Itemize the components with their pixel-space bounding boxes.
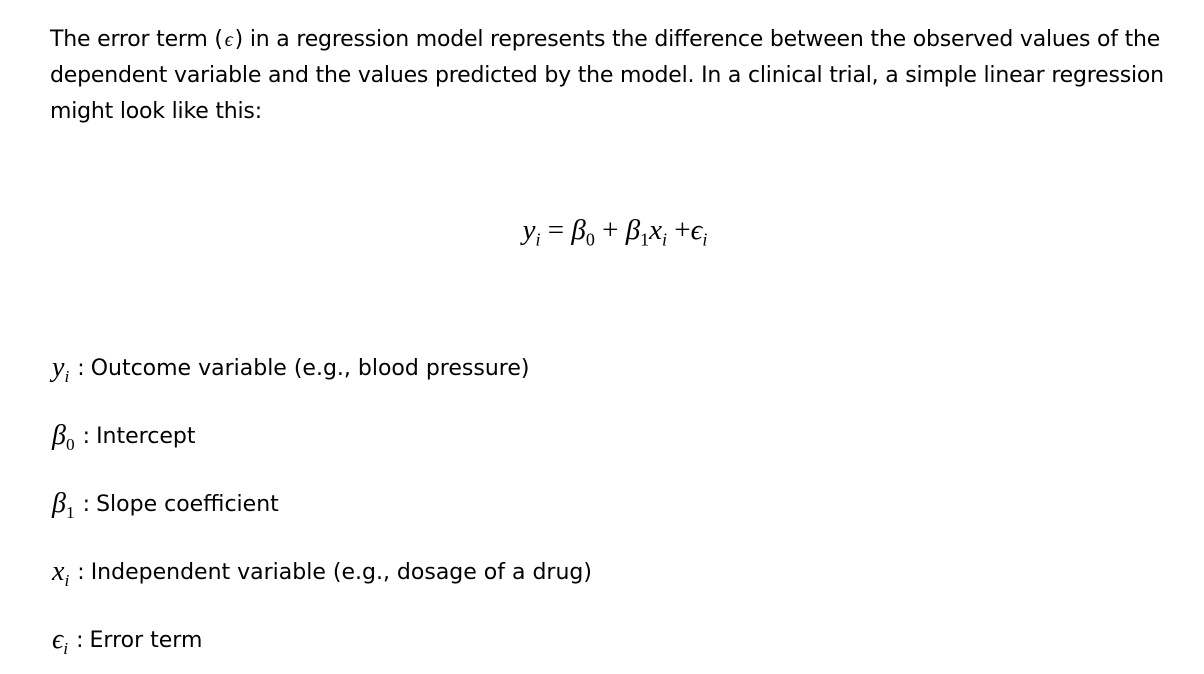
definition-epsilon <box>52 606 592 674</box>
eq-beta0: $\beta_0$ <box>571 214 595 250</box>
definition-symbol: $y_i$ <box>52 352 70 387</box>
eq-equals: = <box>547 214 565 246</box>
definition-text: Intercept <box>96 423 196 449</box>
definition-text: Outcome variable (e.g., blood pressure) <box>90 355 530 381</box>
definition-beta1 <box>52 470 592 538</box>
eq-plus-1: + <box>602 214 619 246</box>
definition-beta0 <box>52 402 592 470</box>
definition-x <box>52 538 592 606</box>
eq-y: $y_i$ <box>522 214 541 250</box>
regression-equation <box>0 210 1204 250</box>
intro-paragraph <box>50 22 1170 130</box>
definition-text: Independent variable (e.g., dosage of a drug) <box>90 559 592 585</box>
definition-list <box>52 334 592 674</box>
intro-text-before: The error term ( <box>50 27 223 52</box>
definition-text: Error term <box>89 627 203 653</box>
intro-text-after: ) in a regression model represents the difference between the observed values of the dependent variable and the values predicted by the model. In a clinical trial, a simple linear regression might look like this: <box>50 27 1164 124</box>
definition-symbol: $\beta_1$ <box>52 488 75 523</box>
definition-symbol: $x_i$ <box>52 556 70 591</box>
definition-colon: : <box>82 423 91 449</box>
definition-y <box>52 334 592 402</box>
eq-plus-2: + <box>674 214 691 246</box>
definition-symbol: $\beta_0$ <box>52 420 75 455</box>
definition-colon: : <box>77 355 85 381</box>
epsilon-symbol: ϵ <box>224 29 233 51</box>
definition-symbol: $\epsilon_i$ <box>52 624 69 659</box>
definition-colon: : <box>77 559 85 585</box>
definition-text: Slope coefficient <box>96 491 279 517</box>
eq-x: $x_i$ <box>649 214 668 250</box>
definition-colon: : <box>76 627 84 653</box>
definition-colon: : <box>82 491 91 517</box>
eq-epsilon: $\epsilon_i$ <box>690 214 708 250</box>
eq-beta1: $\beta_1$ <box>625 214 650 250</box>
